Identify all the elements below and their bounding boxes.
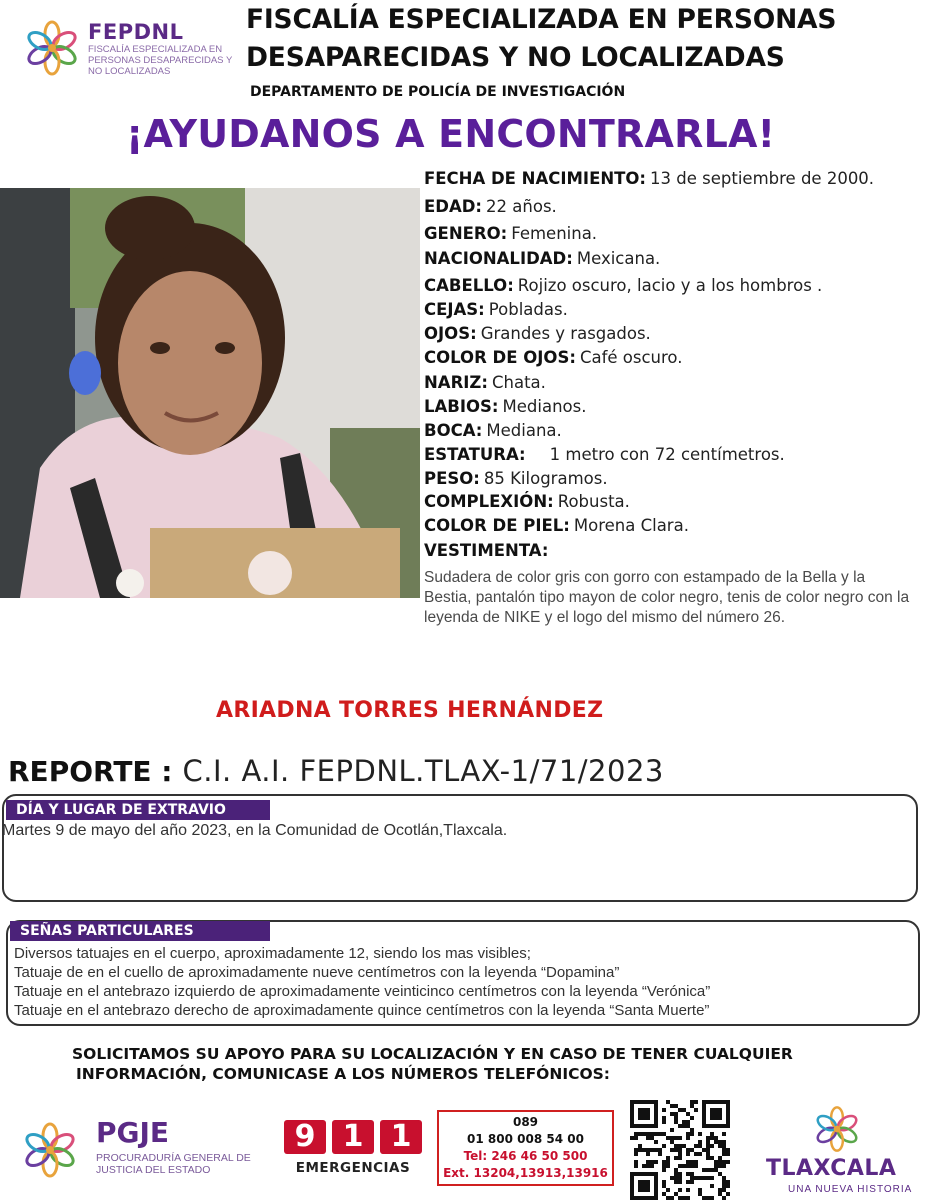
fepdnl-acronym: FEPDNL: [88, 20, 184, 44]
detail-label: VESTIMENTA:: [424, 541, 549, 560]
detail-label: COMPLEXIÓN:: [424, 492, 554, 511]
emergency-digit: 1: [380, 1120, 422, 1154]
detail-row: [424, 168, 874, 189]
detail-value: Femenina.: [511, 224, 598, 243]
detail-label: NACIONALIDAD:: [424, 249, 573, 268]
detail-row: [424, 223, 597, 244]
emergency-911-logo: [284, 1120, 422, 1180]
tlaxcala-flower-logo-icon: [812, 1104, 862, 1154]
detail-row: [424, 540, 552, 561]
detail-value: Mediana.: [486, 421, 562, 440]
phone-numbers-box: [437, 1110, 614, 1186]
detail-row: [424, 196, 557, 217]
qr-code-icon[interactable]: [630, 1100, 730, 1200]
detail-value: Pobladas.: [488, 300, 568, 319]
detail-value: Rojizo oscuro, lacio y a los hombros .: [517, 276, 823, 295]
detail-label: BOCA:: [424, 421, 483, 440]
pgje-full-name-line: JUSTICIA DEL ESTADO: [96, 1164, 211, 1176]
distinguishing-mark-line: Tatuaje en el antebrazo derecho de aproximadamente quince centímetros con la leyenda “Santa Muerte”: [14, 1002, 710, 1019]
detail-value: Café oscuro.: [579, 348, 683, 367]
detail-row: [424, 323, 651, 344]
support-request-line-1: SOLICITAMOS SU APOYO PARA SU LOCALIZACIÓN Y EN CASO DE TENER CUALQUIER: [72, 1045, 793, 1063]
detail-row: [424, 468, 608, 489]
detail-label: OJOS:: [424, 324, 477, 343]
report-number: C.I. A.I. FEPDNL.TLAX-1/71/2023: [182, 754, 664, 788]
emergency-digit: 9: [284, 1120, 326, 1154]
detail-value: Robusta.: [557, 492, 630, 511]
detail-value: Medianos.: [502, 397, 587, 416]
phone-line: 01 800 008 54 00: [467, 1132, 584, 1146]
tlaxcala-name: TLAXCALA: [766, 1156, 897, 1181]
detail-value: 85 Kilogramos.: [483, 469, 608, 488]
fepdnl-full-name-line: FISCALÍA ESPECIALIZADA EN: [88, 44, 223, 55]
detail-row: [424, 275, 822, 296]
detail-row: [424, 248, 660, 269]
department-subtitle: DEPARTAMENTO DE POLICÍA DE INVESTIGACIÓN: [250, 84, 626, 100]
missing-person-photo: [0, 188, 420, 598]
detail-value: Grandes y rasgados.: [480, 324, 651, 343]
distinguishing-mark-line: Tatuaje en el antebrazo izquierdo de aproximadamente veinticinco centímetros con la leyenda “Verónica”: [14, 983, 711, 1000]
phone-line: Tel: 246 46 50 500: [463, 1149, 588, 1163]
distinguishing-mark-line: Tatuaje de en el cuello de aproximadamente nueve centímetros con la leyenda “Dopamina”: [14, 964, 620, 981]
detail-label: CEJAS:: [424, 300, 485, 319]
detail-label: LABIOS:: [424, 397, 499, 416]
phone-line: 089: [512, 1115, 539, 1129]
report-label: REPORTE :: [8, 755, 173, 788]
phone-line: Ext. 13204,13913,13916: [443, 1166, 608, 1180]
detail-label: PESO:: [424, 469, 480, 488]
detail-row: [424, 299, 568, 320]
support-request-line-2: INFORMACIÓN, COMUNICASE A LOS NÚMEROS TELEFÓNICOS:: [76, 1065, 610, 1083]
detail-row: [424, 444, 785, 465]
detail-label: GENERO:: [424, 224, 508, 243]
detail-value: 1 metro con 72 centímetros.: [549, 445, 785, 464]
support-request: [72, 1044, 793, 1084]
detail-value: 13 de septiembre de 2000.: [650, 169, 875, 188]
tlaxcala-tagline: UNA NUEVA HISTORIA: [788, 1184, 913, 1195]
emergency-digit: 1: [332, 1120, 374, 1154]
detail-row: [424, 515, 689, 536]
detail-value: 22 años.: [486, 197, 557, 216]
detail-label: COLOR DE OJOS:: [424, 348, 576, 367]
pgje-flower-logo-icon: [20, 1120, 80, 1180]
page-title-line-1: FISCALÍA ESPECIALIZADA EN PERSONAS: [246, 4, 837, 35]
fepdnl-full-name-line: PERSONAS DESAPARECIDAS Y: [88, 55, 233, 66]
distinguishing-marks-list: [14, 944, 710, 1020]
pgje-acronym: PGJE: [96, 1116, 170, 1149]
detail-row: [424, 347, 682, 368]
disappearance-heading: DÍA Y LUGAR DE EXTRAVIO: [6, 800, 270, 820]
fepdnl-flower-logo-icon: [22, 18, 82, 78]
detail-row: [424, 420, 562, 441]
detail-label: CABELLO:: [424, 276, 514, 295]
pgje-full-name: [96, 1152, 266, 1176]
fepdnl-full-name: [88, 44, 238, 77]
detail-row: [424, 396, 586, 417]
clothing-description: Sudadera de color gris con gorro con estampado de la Bella y la Bestia, pantalón tipo mayon de color negro, tenis de color negro con la leyenda de NIKE y el logo del mismo del número 26.: [424, 569, 910, 626]
detail-label: EDAD:: [424, 197, 483, 216]
fepdnl-full-name-line: NO LOCALIZADAS: [88, 66, 171, 77]
detail-label: NARIZ:: [424, 373, 488, 392]
headline: ¡AYUDANOS A ENCONTRARLA!: [126, 112, 776, 156]
distinguishing-marks-heading: SEÑAS PARTICULARES: [10, 921, 270, 941]
detail-row: [424, 372, 546, 393]
detail-label: ESTATURA:: [424, 445, 526, 464]
missing-person-name: ARIADNA TORRES HERNÁNDEZ: [216, 698, 604, 723]
detail-value: Mexicana.: [576, 249, 661, 268]
page-title-line-2: DESAPARECIDAS Y NO LOCALIZADAS: [246, 42, 785, 73]
distinguishing-mark-line: Diversos tatuajes en el cuerpo, aproximadamente 12, siendo los mas visibles;: [14, 945, 531, 962]
detail-label: COLOR DE PIEL:: [424, 516, 570, 535]
disappearance-text: Martes 9 de mayo del año 2023, en la Comunidad de Ocotlán,Tlaxcala.: [2, 822, 508, 839]
pgje-full-name-line: PROCURADURÍA GENERAL DE: [96, 1152, 251, 1164]
emergency-label: EMERGENCIAS: [295, 1160, 411, 1176]
detail-value: Morena Clara.: [573, 516, 689, 535]
detail-label: FECHA DE NACIMIENTO:: [424, 169, 647, 188]
report-line: [8, 754, 664, 788]
detail-row: [424, 491, 630, 512]
detail-value: Chata.: [492, 373, 546, 392]
